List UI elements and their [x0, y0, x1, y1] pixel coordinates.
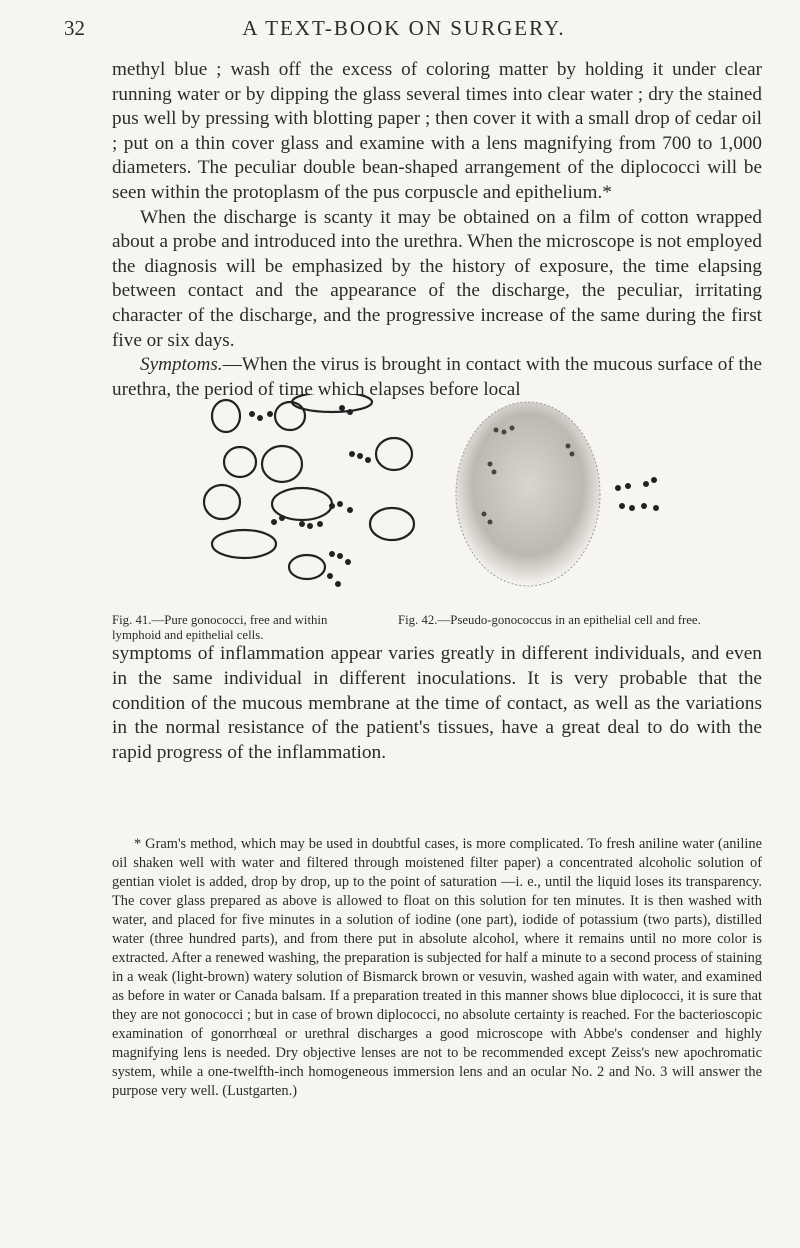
page-header — [64, 16, 744, 44]
figure-42-illustration — [450, 394, 680, 594]
body-text-bottom — [112, 642, 762, 766]
running-head: A TEXT-BOOK ON SURGERY. — [242, 16, 566, 40]
symptoms-text: —When the virus is brought in contact with the mucous surface of the urethra, the period of time which elapses before local — [112, 354, 762, 400]
paragraph-2: When the discharge is scanty it may be obtained on a film of cotton wrapped about a probe and introduced into the urethra. When the microscope is not employed the diagnosis will be emphasized by the history of exposure, the time elapsing between contact and the appearance of the discharge, the peculiar, irritating character of the discharge, and the progressive increase of the same during the first five or six days. — [112, 206, 762, 351]
paragraph-1: methyl blue ; wash off the excess of coloring matter by holding it under clear running water or by dipping the glass several times into clear water ; dry the stained pus well by pressing with blotting paper ; then cover it with a small drop of cedar oil ; put on a thin cover glass and examine with a lens magnifying from 700 to 1,000 diameters. The peculiar double bean-shaped arrangement of the diplococci will be seen within the protoplasm of the pus corpuscle and epithelium.* — [112, 59, 762, 203]
body-text-top — [112, 58, 762, 402]
figure-41-caption: Fig. 41.—Pure gonococci, free and within lymphoid and epithelial cells. — [112, 613, 328, 642]
paragraph-4: symptoms of inflammation appear varies greatly in different individuals, and even in the same individual in different inoculations. It is very probable that the condition of the mucous membrane at the time of contact, as well as the variations in the normal resistance of the patient's tissues, have a great deal to do with the rapid progress of the inflammation. — [112, 643, 762, 764]
page-number: 32 — [64, 16, 85, 40]
footnote: * Gram's method, which may be used in doubtful cases, is more complicated. To fresh aniline water (aniline oil shaken well with water and filtered through moistened filter paper) a concentrated alcoholic solution of gentian violet is added, drop by drop, up to the point of saturation —i. e., until the liquid loses its transparency. The cover glass prepared as above is allowed to float on this solution for ten minutes. It is then washed with water, and placed for five minutes in a solution of iodine (one part), iodide of potassium (two parts), distilled water (three hundred parts), and from there put in absolute alcohol, where it remains until no more color is extracted. After a renewed washing, the preparation is subjected for half a minute to a second process of staining in a weak (light-brown) watery solution of Bismarck brown or vesuvin, washed again with water, and examined as before in water or Canada balsam. If a preparation treated in this manner shows blue diplococci, it is sure that they are not gonococci ; but in case of brown diplococci, no absolute certainty is reached. For the bacterioscopic examination of gonorrhœal or urethral discharges a good microscope with Abbe's condenser and highly magnifying lens is needed. Dry objective lenses are not to be recommended except Zeiss's new apochromatic system, while a one-twelfth-inch homogeneous immersion lens and an ocular No. 2 and No. 3 will answer the purpose very well. (Lustgarten.) — [112, 836, 762, 1099]
figures-row — [112, 394, 762, 604]
figure-42-caption: Fig. 42.—Pseudo-gonococcus in an epithelial cell and free. — [398, 613, 701, 627]
figure-41-illustration — [182, 394, 472, 594]
symptoms-heading: Symptoms. — [140, 354, 223, 376]
